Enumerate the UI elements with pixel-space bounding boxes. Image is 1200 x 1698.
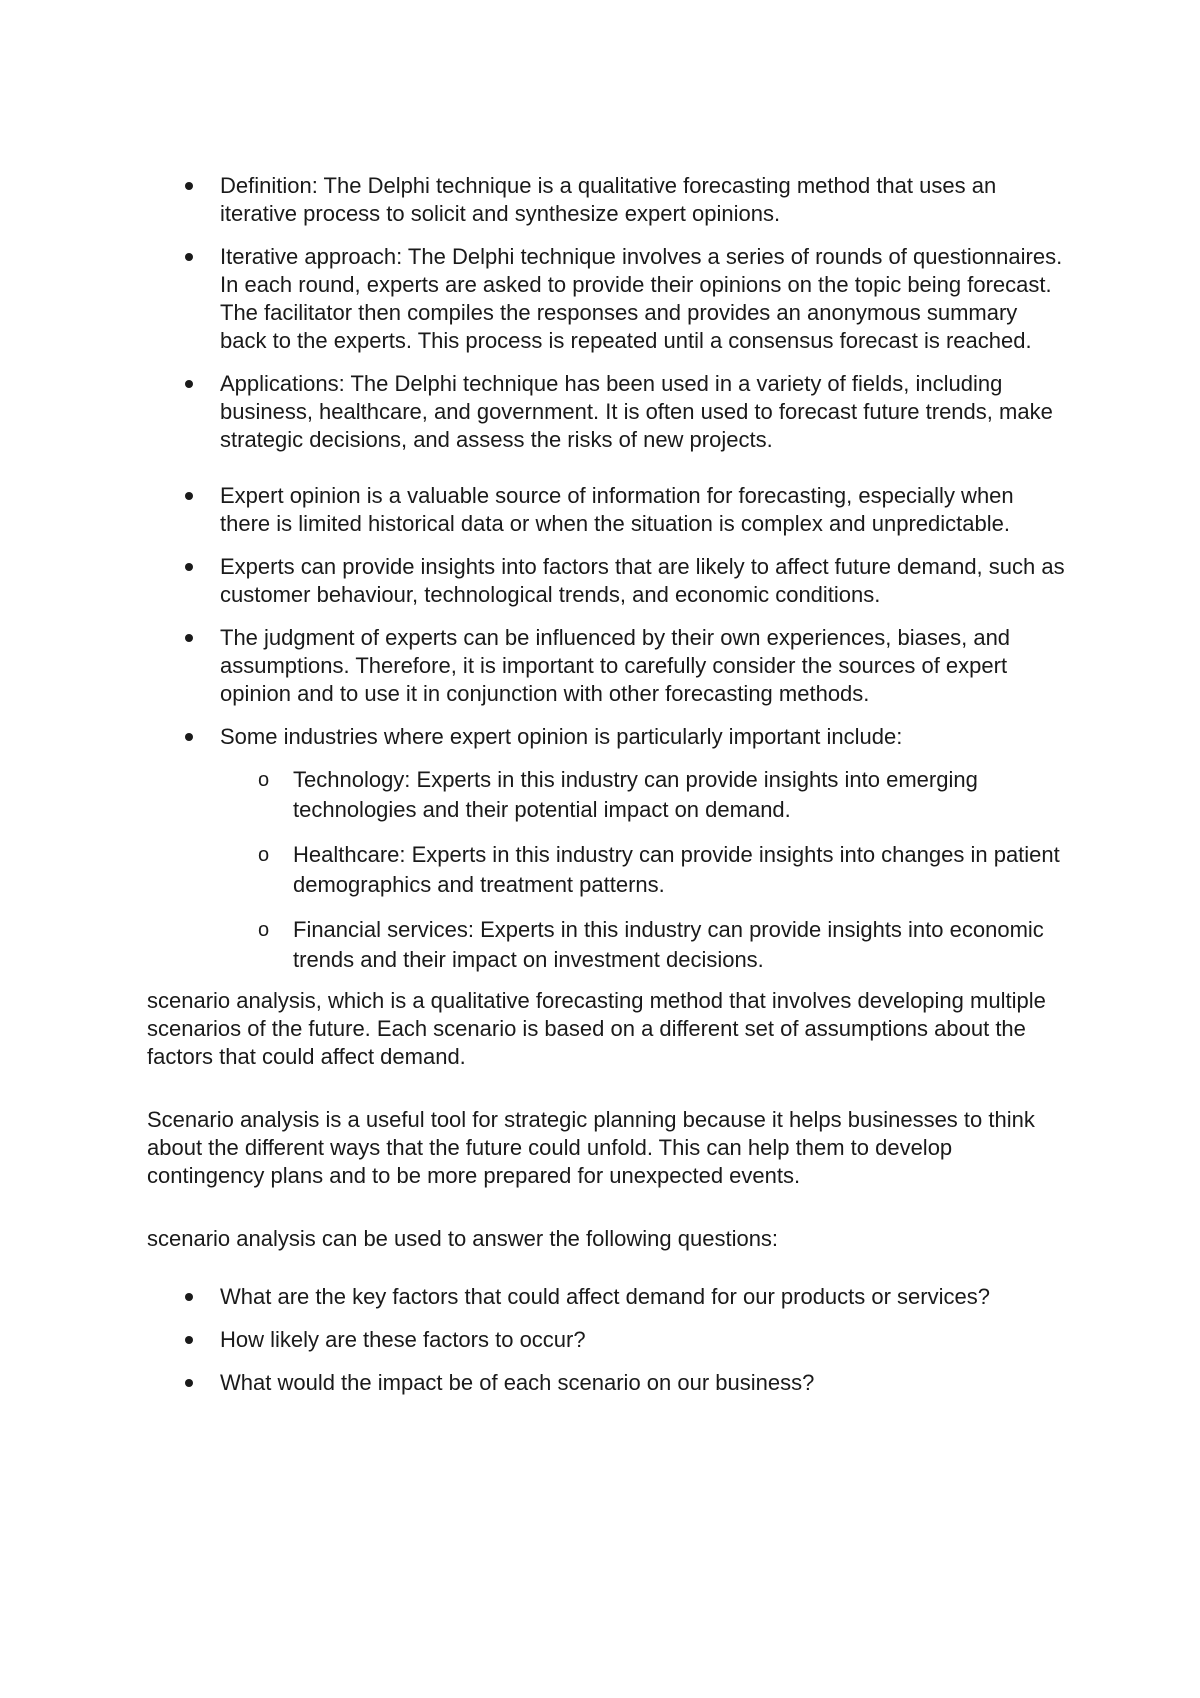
list-item [147, 1326, 1067, 1354]
sub-list-item [220, 915, 1067, 975]
list-item [147, 370, 1067, 454]
bullet-text-expert-judgment: The judgment of experts can be influenced by their own experiences, biases, and assumptions. Therefore, it is important to carefully consider the sources of expert opinion and to use it in conjunction with other forecasting methods. [220, 625, 1011, 706]
question-text-impact: What would the impact be of each scenario on our business? [220, 1370, 815, 1395]
bullet-text-expert-insights: Experts can provide insights into factors that are likely to affect future demand, such as customer behaviour, technological trends, and economic conditions. [220, 554, 1065, 607]
list-item [147, 172, 1067, 228]
list-item [147, 243, 1067, 355]
list-item [147, 1369, 1067, 1397]
list-item [147, 553, 1067, 609]
question-text-likelihood: How likely are these factors to occur? [220, 1327, 586, 1352]
sub-bullet-text-technology: o Technology: Experts in this industry can provide insights into emerging technologies and their potential impact on demand. [293, 767, 978, 822]
bullet-text-iterative-approach: Iterative approach: The Delphi technique involves a series of rounds of questionnaires. In each round, experts are asked to provide their opinions on the topic being forecast. The facilitator then compiles the responses and provides an anonymous summary back to the experts. This process is repeated until a consensus forecast is reached. [220, 244, 1063, 353]
industry-sub-list [220, 765, 1067, 975]
sub-list-item [220, 840, 1067, 900]
list-item [147, 482, 1067, 538]
list-item [147, 723, 1067, 975]
delphi-bullet-list [147, 172, 1067, 975]
sub-list-item [220, 765, 1067, 825]
list-item [147, 624, 1067, 708]
sub-bullet-text-healthcare: o Healthcare: Experts in this industry can provide insights into changes in patient demographics and treatment patterns. [293, 842, 1060, 897]
question-text-key-factors: What are the key factors that could affect demand for our products or services? [220, 1284, 990, 1309]
document-body [147, 172, 1067, 1412]
paragraph-scenario-analysis-questions-intro: scenario analysis can be used to answer the following questions: [147, 1226, 779, 1251]
question-bullet-list [147, 1283, 1067, 1397]
bullet-text-definition: Definition: The Delphi technique is a qualitative forecasting method that uses an iterative process to solicit and synthesize expert opinions. [220, 173, 997, 226]
bullet-text-industries: Some industries where expert opinion is particularly important include: [220, 724, 903, 749]
bullet-text-expert-opinion: Expert opinion is a valuable source of information for forecasting, especially when there is limited historical data or when the situation is complex and unpredictable. [220, 483, 1014, 536]
sub-bullet-text-financial-services: o Financial services: Experts in this industry can provide insights into economic trends and their impact on investment decisions. [293, 917, 1044, 972]
bullet-text-applications: Applications: The Delphi technique has been used in a variety of fields, including business, healthcare, and government. It is often used to forecast future trends, make strategic decisions, and assess the risks of new projects. [220, 371, 1053, 452]
paragraph-scenario-analysis-intro: scenario analysis, which is a qualitative forecasting method that involves developing multiple scenarios of the future. Each scenario is based on a different set of assumptions about the factors that could affect demand. [147, 988, 1046, 1069]
list-item [147, 1283, 1067, 1311]
paragraph-scenario-analysis-usefulness: Scenario analysis is a useful tool for strategic planning because it helps businesses to think about the different ways that the future could unfold. This can help them to develop contingency plans and to be more prepared for unexpected events. [147, 1107, 1035, 1188]
